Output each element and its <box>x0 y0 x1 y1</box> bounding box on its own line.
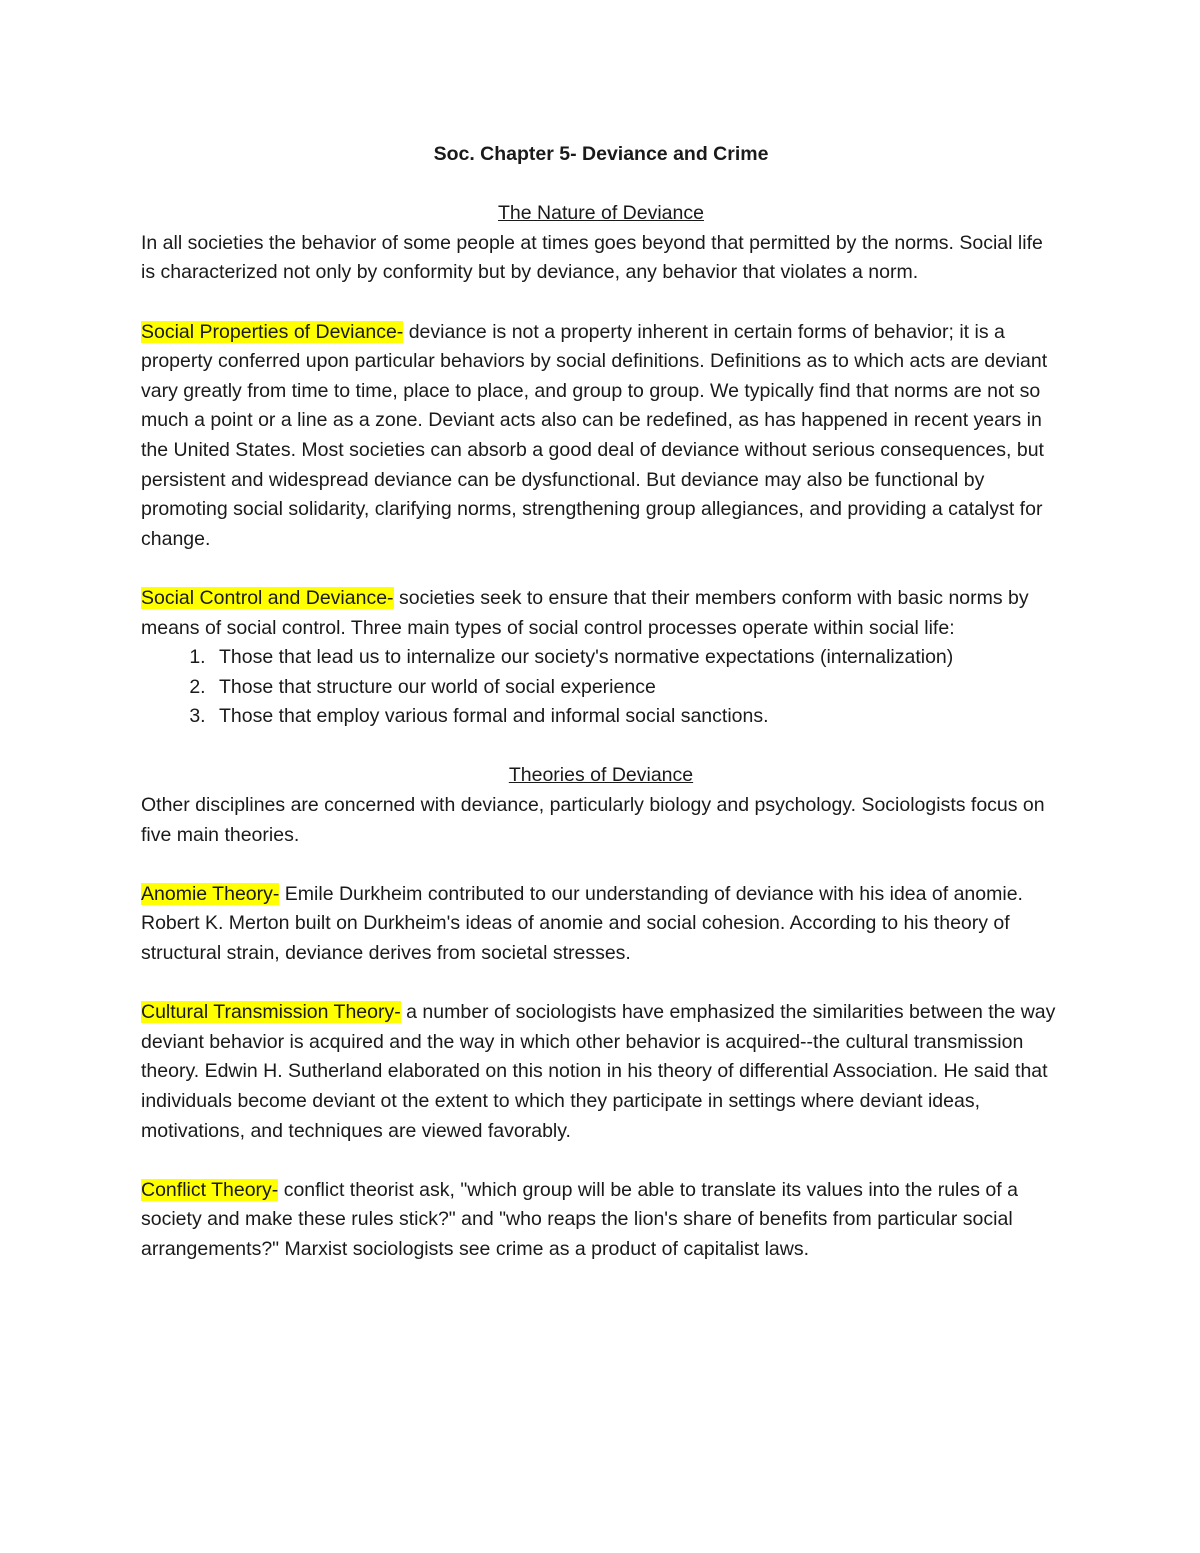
document-title: Soc. Chapter 5- Deviance and Crime <box>433 143 769 165</box>
list-item: 2. Those that structure our world of social experience <box>211 673 1061 703</box>
highlighted-term-conflict: Conflict Theory- <box>141 1178 279 1201</box>
list-item: 3. Those that employ various formal and informal social sanctions. <box>211 702 1061 732</box>
spacer <box>141 170 1061 200</box>
paragraph-social-control <box>141 584 1061 643</box>
list-item: 1. Those that lead us to internalize our society's normative expectations (internalization) <box>211 643 1061 673</box>
spacer <box>141 1146 1061 1176</box>
section-heading-theories-of-deviance: Theories of Deviance <box>508 764 694 787</box>
highlighted-term-cultural-transmission: Cultural Transmission Theory- <box>141 1001 401 1024</box>
highlighted-term-social-control: Social Control and Deviance- <box>141 586 394 609</box>
spacer <box>141 969 1061 999</box>
spacer <box>141 850 1061 880</box>
document-page <box>141 140 1061 1265</box>
anomie-text: Emile Durkheim contributed to our understanding of deviance with his idea of anomie. Robert K. Merton built on Durkheim's ideas of anomie and social cohesion. According to his theory of structural strain, deviance derives from societal stresses. <box>141 882 1023 965</box>
paragraph-cultural-transmission-theory <box>141 998 1061 1146</box>
spacer <box>141 732 1061 762</box>
section-heading-nature-of-deviance: The Nature of Deviance <box>498 202 704 225</box>
conflict-text: conflict theorist ask, "which group will be able to translate its values into the rules of a society and make these rules stick?" and "who reaps the lion's share of benefits from particular social arrangements?" Marxist sociologists see crime as a product of capitalist laws. <box>141 1178 1018 1260</box>
paragraph-conflict-theory <box>141 1176 1061 1265</box>
cultural-transmission-text: a number of sociologists have emphasized the similarities between the way deviant behavior is acquired and the way in which other behavior is acquired--the cultural transmission theory. Edwin H. Sutherland elaborated on this notion in his theory of differential Association. He said that individuals become deviant ot the extent to which they participate in settings where deviant ideas, motivations, and techniques are viewed favorably. <box>141 1001 1056 1142</box>
paragraph-social-properties <box>141 318 1061 555</box>
social-control-list <box>141 643 1061 732</box>
social-properties-text: deviance is not a property inherent in certain forms of behavior; it is a property conferred upon particular behaviors by social definitions. Definitions as to which acts are deviant vary greatly from time to time, place to place, and group to group. We typically find that norms are not so much a point or a line as a zone. Deviant acts also can be redefined, as has happened in recent years in the United States. Most societies can absorb a good deal of deviance without serious consequences, but persistent and widespread deviance can be dysfunctional. But deviance may also be functional by promoting social solidarity, clarifying norms, strengthening group allegiances, and providing a catalyst for change. <box>141 320 1048 550</box>
highlighted-term-anomie: Anomie Theory- <box>141 882 280 905</box>
spacer <box>141 288 1061 318</box>
paragraph-anomie-theory <box>141 880 1061 969</box>
nature-of-deviance-intro: In all societies the behavior of some people at times goes beyond that permitted by the norms. Social life is characterized not only by conformity but by deviance, any behavior that violates a norm. <box>141 231 1043 284</box>
theories-intro: Other disciplines are concerned with deviance, particularly biology and psychology. Sociologists focus on five main theories. <box>141 794 1045 846</box>
spacer <box>141 554 1061 584</box>
highlighted-term-social-properties: Social Properties of Deviance- <box>141 320 404 343</box>
social-control-text: societies seek to ensure that their members conform with basic norms by means of social control. Three main types of social control processes operate within social life: <box>141 586 1029 639</box>
